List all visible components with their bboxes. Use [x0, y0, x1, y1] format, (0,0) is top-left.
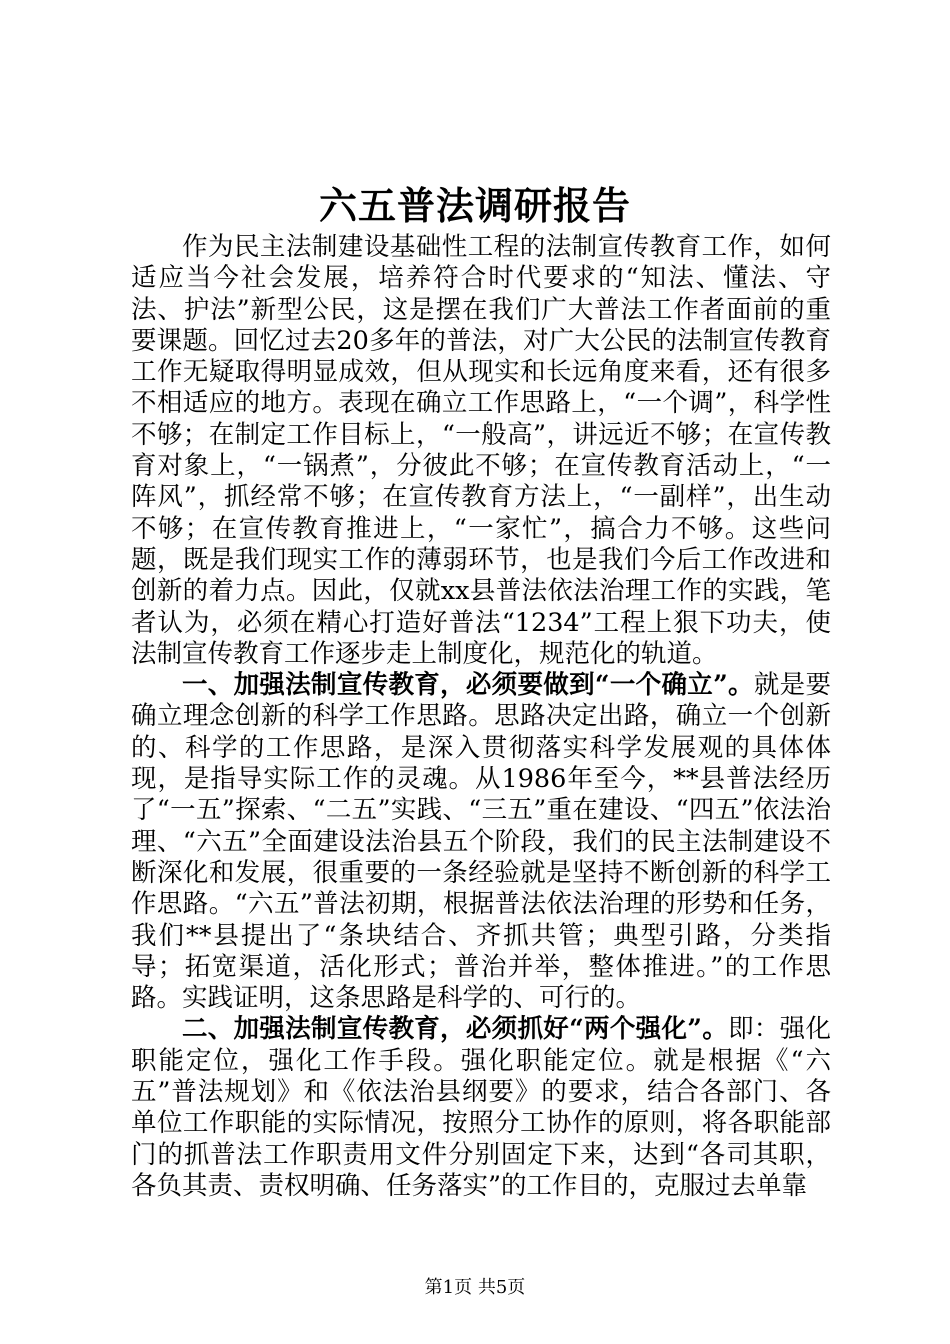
- document-title: 六五普法调研报告: [318, 183, 631, 228]
- paragraph-section-one: [131, 670, 831, 1014]
- paragraph-text: 作为民主法制建设基础性工程的法制宣传教育工作，如何适应当今社会发展，培养符合时代要求的“知法、懂法、守法、护法”新型公民，这是摆在我们广大普法工作者面前的重要课题。回忆过去20多年的普法，对广大公民的法制宣传教育工作无疑取得明显成效，但从现实和长远角度来看，还有很多不相适应的地方。表现在确立工作思路上，“一个调”，科学性不够；在制定工作目标上，“一般高”，讲远近不够；在宣传教育对象上，“一锅煮”，分彼此不够；在宣传教育活动上，“一阵风”，抓经常不够；在宣传教育方法上，“一副样”，出生动不够；在宣传教育推进上，“一家忙”，搞合力不够。这些问题，既是我们现实工作的薄弱环节，也是我们今后工作改进和创新的着力点。因此，仅就xx县普法依法治理工作的实践，笔者认为，必须在精心打造好普法“1234”工程上狠下功夫，使法制宣传教育工作逐步走上制度化，规范化的轨道。: [131, 232, 831, 669]
- paragraph-intro: [131, 232, 831, 670]
- section-heading: 一、加强法制宣传教育，必须要做到“一个确立”。: [182, 670, 754, 701]
- paragraph-text: 即：强化职能定位，强化工作手段。强化职能定位。就是根据《“六五”普法规划》和《依法治县纲要》的要求，结合各部门、各单位工作职能的实际情况，按照分工协作的原则，将各职能部门的抓普法工作职责用文件分别固定下来，达到“各司其职，各负其责、责权明确、任务落实”的工作目的，克服过去单靠: [131, 1014, 831, 1201]
- paragraph-section-two: [131, 1014, 831, 1202]
- page-footer: 第1页 共5页: [424, 1277, 526, 1298]
- section-heading: 二、加强法制宣传教育，必须抓好“两个强化”。: [182, 1014, 729, 1045]
- paragraph-text: 就是要确立理念创新的科学工作思路。思路决定出路，确立一个创新的、科学的工作思路，是深入贯彻落实科学发展观的具体体现，是指导实际工作的灵魂。从1986年至今，**县普法经历了“一五”探索、“二五”实践、“三五”重在建设、“四五”依法治理、“六五”全面建设法治县五个阶段，我们的民主法制建设不断深化和发展，很重要的一条经验就是坚持不断创新的科学工作思路。“六五”普法初期，根据普法依法治理的形势和任务，我们**县提出了“条块结合、齐抓共管；典型引路，分类指导；拓宽渠道，活化形式；普治并举，整体推进。”的工作思路。实践证明，这条思路是科学的、可行的。: [131, 670, 831, 1014]
- document-body: [131, 232, 831, 1202]
